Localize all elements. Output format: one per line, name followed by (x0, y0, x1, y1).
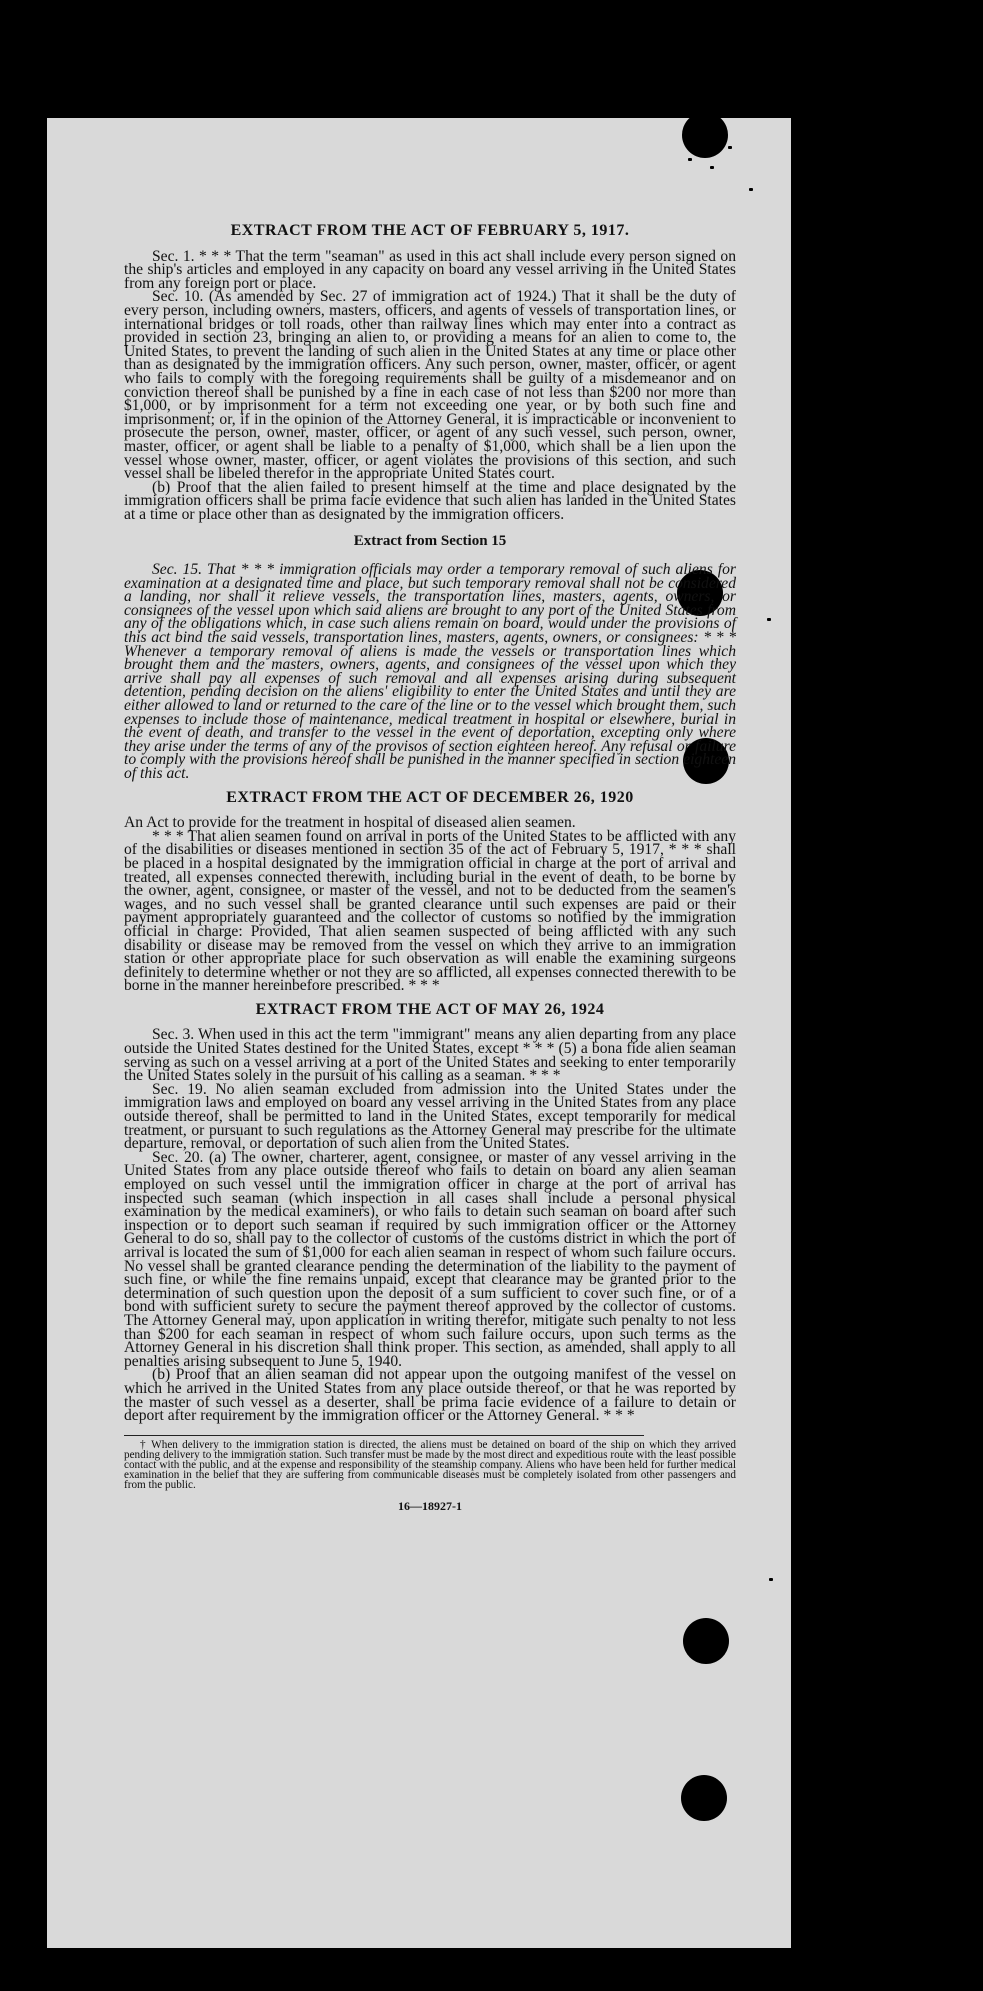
speck (728, 146, 732, 149)
form-number: 16—18927-1 (398, 1498, 462, 1513)
speck (767, 618, 771, 621)
section-15: Sec. 15. That * * * immigration officials may order a temporary removal of such aliens for examination at a designated time and place, but such temporary removal shall not be considered a landing, nor shall it relieve vessels, the transportation lines, masters, agents, owners, or consignees of the vessel upon which said aliens are brought to any port of the United States from any of the obligations which, in case such aliens remain on board, would under the provisions of this act bind the said vessels, transportation lines, masters, agents, owners, or consignees: * * * Whenever a temporary removal of aliens is made the vessels or transportation lines which brought them and the masters, owners, agents, and consignees of the vessel upon which they arrive shall pay all expenses of such removal and all expenses arising during subsequent detention, pending decision on the aliens' eligibility to enter the United States and until they are either allowed to land or returned to the care of the line or to the vessel which brought them, such expenses to include those of maintenance, medical treatment in hospital or elsewhere, burial in the event of death, and transfer to the vessel in the event of deportation, excepting only where they arise under the terms of any of the provisos of section eighteen hereof. Any refusal or failure to comply with the provisions hereof shall be punished in the manner specified in section eighteen of this act. (124, 561, 736, 782)
section-20b: (b) Proof that an alien seaman did not appear upon the outgoing manifest of the vessel on which he arrived in the United States from any place outside thereof, or that he was reported by the master of such vessel as a deserter, shall be prima facie evidence of a failure to detain or deport after requirement by the immigration officer or the Attorney General. * * * (124, 1366, 736, 1425)
speck (710, 166, 714, 169)
heading-act-1924: EXTRACT FROM THE ACT OF MAY 26, 1924 (255, 1000, 605, 1018)
act-1920-title: An Act to provide for the treatment in hospital of diseased alien seamen. (124, 814, 576, 832)
speck (749, 188, 753, 191)
section-20: Sec. 20. (a) The owner, charterer, agent, consignee, or master of any vessel arriving in the United States from any place outside thereof who fails to detain on board any alien seaman employed on such vessel until the immigration officer in charge at the port of arrival has inspected such seaman (which inspection in all cases shall include a personal physical examination by the medical examiners), or who fails to detain such seaman on board after such inspection or to deport such seaman if required by such immigration officer or the Attorney General to do so, shall pay to the collector of customs of the customs district in which the port of arrival is located the sum of $1,000 for each alien seaman in respect of whom such failure occurs. No vessel shall be granted clearance pending the determination of the liability to the payment of such fine, or while the fine remains unpaid, except that clearance may be granted prior to the determination of such question upon the deposit of a sum sufficient to cover such fine, or of a bond with sufficient surety to secure the payment thereof approved by the collector of customs. The Attorney General may, upon application in writing therefor, mitigate such penalty to not less than $200 for each seaman in respect of whom such failure occurs, upon such terms as the Attorney General in his discretion shall think proper. This section, as amended, shall apply to all penalties arising subsequent to June 5, 1940. (124, 1148, 736, 1370)
section-10: Sec. 10. (As amended by Sec. 27 of immigration act of 1924.) That it shall be the duty of every person, including owners, masters, officers, and agents of vessels of transportation lines, or international bridges or toll roads, other than railway lines which may enter into a contract as provided in section 23, bringing an alien to, or providing a means for an alien to come to, the United States, to prevent the landing of such alien in the United States at any time or place other than as designated by the immigration officers. Any such person, owner, master, officer, or agent who fails to comply with the foregoing requirements shall be guilty of a misdemeanor and on conviction thereof shall be punished by a fine in each case of not less than $200 nor more than $1,000, or by imprisonment for a term not exceeding one year, or by both such fine and imprisonment; or, if in the opinion of the Attorney General, it is impracticable or inconvenient to prosecute the person, owner, master, officer, or agent of any such vessel, such person, owner, master, officer, or agent shall be liable to a penalty of $1,000, which shall be a lien upon the vessel whose owner, master, officer, or agent violates the provisions of this section, and such vessel shall be libeled therefor in the appropriate United States court. (124, 288, 736, 483)
document-text (124, 214, 736, 1513)
section-19: Sec. 19. No alien seaman excluded from admission into the United States under the immigration laws and employed on board any vessel arriving in the United States from any place outside thereof, shall be permitted to land in the United States, except temporarily for medical treatment, or pursuant to such regulations as the Attorney General may prescribe for the ultimate departure, removal, or deportation of such alien from the United States. (124, 1080, 736, 1153)
act-1920-body: * * * That alien seamen found on arrival in ports of the United States to be afflicted with any of the disabilities or diseases mentioned in section 35 of the act of February 5, 1917, * * * shall be placed in a hospital designated by the immigration official in charge at the port of arrival and treated, all expenses connected therewith, including burial in the event of death, to be borne by the owner, agent, consignee, or master of the vessel, and not to be deducted from the seamen's wages, and no such vessel shall be granted clearance until such expenses are paid or their payment appropriately guaranteed and the collector of customs so notified by the immigration official in charge: Provided, That alien seamen suspected of being afflicted with any such disability or disease may be removed from the vessel on which they arrive to an immigration station or other appropriate place for such observation as will enable the examining surgeons definitely to determine whether or not they are so afflicted, all expenses connected therewith to be borne in the manner hereinbefore prescribed. * * * (124, 827, 736, 995)
speck (769, 1578, 773, 1581)
section-10b: (b) Proof that the alien failed to present himself at the time and place designated by the immigration officers shall be prima facie evidence that such alien has landed in the United States at a time or place other than as designated by the immigration officers. (124, 478, 736, 523)
section-1: Sec. 1. * * * That the term "seaman" as used in this act shall include every person signed on the ship's articles and employed in any capacity on board any vessel arriving in the United States from any foreign port or place. (124, 247, 736, 292)
heading-act-1917: EXTRACT FROM THE ACT OF FEBRUARY 5, 1917. (230, 222, 630, 239)
document-page (47, 118, 791, 1948)
footnote: † When delivery to the immigration station is directed, the aliens must be detained on board of the ship on which they arrived pending delivery to the immigration station. Such transfer must be made by the most direct and expeditious route with the least possible contact with the public, and at the expense and responsibility of the steamship company. Aliens who have been held for further medical examination in the belief that they are suffering from communicable diseases must be completely isolated from other passengers and from the public. (124, 1438, 736, 1491)
heading-act-1920: EXTRACT FROM THE ACT OF DECEMBER 26, 1920 (226, 788, 634, 806)
speck (688, 158, 692, 161)
heading-section-15: Extract from Section 15 (353, 533, 507, 550)
footnote-divider (124, 1435, 644, 1436)
punch-hole (682, 112, 728, 158)
punch-hole (681, 1775, 727, 1821)
section-3: Sec. 3. When used in this act the term "immigrant" means any alien departing from any place outside the United States destined for the United States, except * * * (5) a bona fide alien seaman serving as such on a vessel arriving at a port of the United States and seeking to enter temporarily the United States solely in the pursuit of his calling as a seaman. * * * (124, 1026, 736, 1085)
punch-hole (683, 1618, 729, 1664)
